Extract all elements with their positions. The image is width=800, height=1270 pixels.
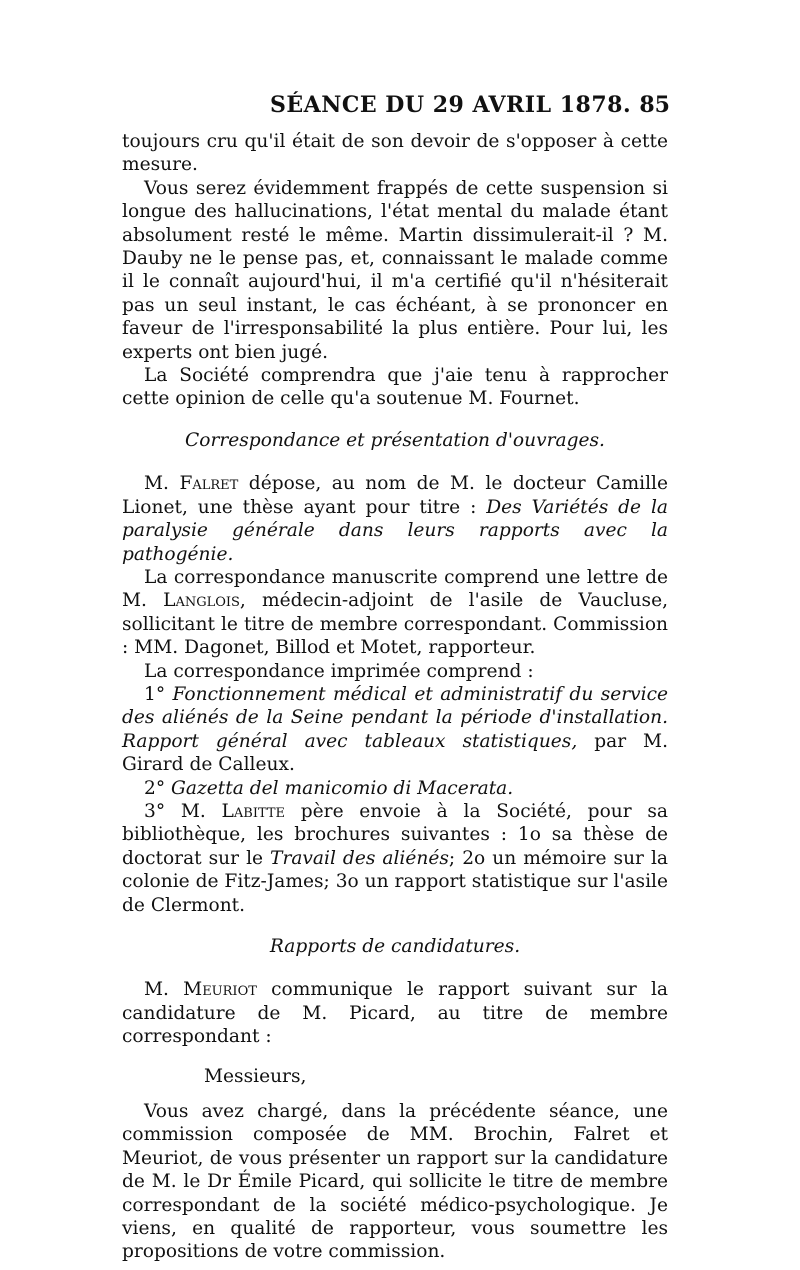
text-run: M.	[144, 979, 184, 1001]
list-item-1	[122, 683, 668, 777]
paragraph-7	[122, 978, 668, 1048]
person-name: Langlois	[163, 590, 240, 612]
paragraph-4	[122, 472, 668, 566]
section-title-candidatures: Rapports de candidatures.	[269, 936, 521, 957]
paragraph-6: La correspondance imprimée comprend :	[144, 660, 534, 682]
page-number: 85	[639, 92, 670, 118]
person-name: Labitte	[221, 800, 286, 822]
paragraph-3: La Société comprendra que j'aie tenu à rapprocher cette opinion de celle qu'a soutenue M. Fournet.	[122, 365, 668, 410]
list-item-3	[122, 800, 668, 917]
person-name: Falret	[179, 473, 239, 495]
text-run: M.	[144, 473, 180, 495]
publication-title: Gazetta del manicomio di Macerata.	[171, 777, 514, 799]
section-title-correspondance: Correspondance et présentation d'ouvrages.	[185, 429, 605, 451]
text-run: père envoie à la Société, pour sa bibliothèque, les brochures suivantes : 1o sa thèse de doctorat sur le	[122, 800, 668, 869]
body-text	[122, 130, 668, 1264]
text-run: communique le rapport suivant sur la candidature de M. Picard, au titre de membre correspondant :	[122, 979, 668, 1048]
person-name: Meuriot	[183, 979, 257, 1001]
paragraph-5	[122, 566, 668, 660]
publication-title: Fonctionnement médical et administratif du service des aliénés de la Seine pendant la période d'installation. Rapport général avec tableaux statistiques,	[122, 683, 668, 752]
text-run: par M. Girard de Calleux.	[122, 730, 668, 776]
publication-title: Travail des aliénés	[270, 847, 449, 869]
list-number: 2°	[144, 777, 172, 799]
text-run: dépose, au nom de M. le docteur Camille Lionet, une thèse ayant pour titre :	[122, 473, 668, 518]
list-number: 1°	[144, 683, 173, 705]
running-header	[122, 92, 670, 122]
paragraph-2: Vous serez évidemment frappés de cette suspension si longue des hallucinations, l'état mental du malade étant absolument resté le même. Martin dissimulerait-il ? M. Dauby ne le pense pas, et, connaissant le malade comme il le connaît aujourd'hui, il m'a certifié qu'il n'hésiterait pas un seul instant, le cas échéant, à se prononcer en faveur de l'irresponsabilité la plus entière. Pour lui, les experts ont bien jugé.	[122, 177, 668, 363]
paragraph-8: Vous avez chargé, dans la précédente séance, une commission composée de MM. Brochin, Falret et Meuriot, de vous présenter un rapport sur la candidature de M. le Dr Émile Picard, qui sollicite le titre de membre correspondant de la société médico-psychologique. Je viens, en qualité de rapporteur, vous soumettre les propositions de votre commission.	[122, 1101, 668, 1263]
text-run: ; 2o un mémoire sur la colonie de Fitz-James; 3o un rapport statistique sur l'asile de Clermont.	[122, 847, 668, 916]
spacer	[122, 1049, 668, 1065]
text-run: 3° M.	[144, 800, 222, 822]
salutation: Messieurs,	[204, 1065, 307, 1087]
list-item-2	[122, 777, 668, 800]
text-run: , médecin-adjoint de l'asile de Vaucluse, sollicitant le titre de membre correspondant. Commission : MM. Dagonet, Billod et Motet, rapporteur.	[122, 590, 668, 659]
header-title: SÉANCE DU 29 AVRIL 1878.	[270, 92, 632, 118]
text-run: La correspondance manuscrite comprend une lettre de M.	[122, 566, 668, 612]
paragraph-1: toujours cru qu'il était de son devoir de s'opposer à cette mesure.	[122, 131, 668, 176]
thesis-title: Des Variétés de la paralysie générale dans leurs rapports avec la pathogénie.	[122, 496, 668, 565]
